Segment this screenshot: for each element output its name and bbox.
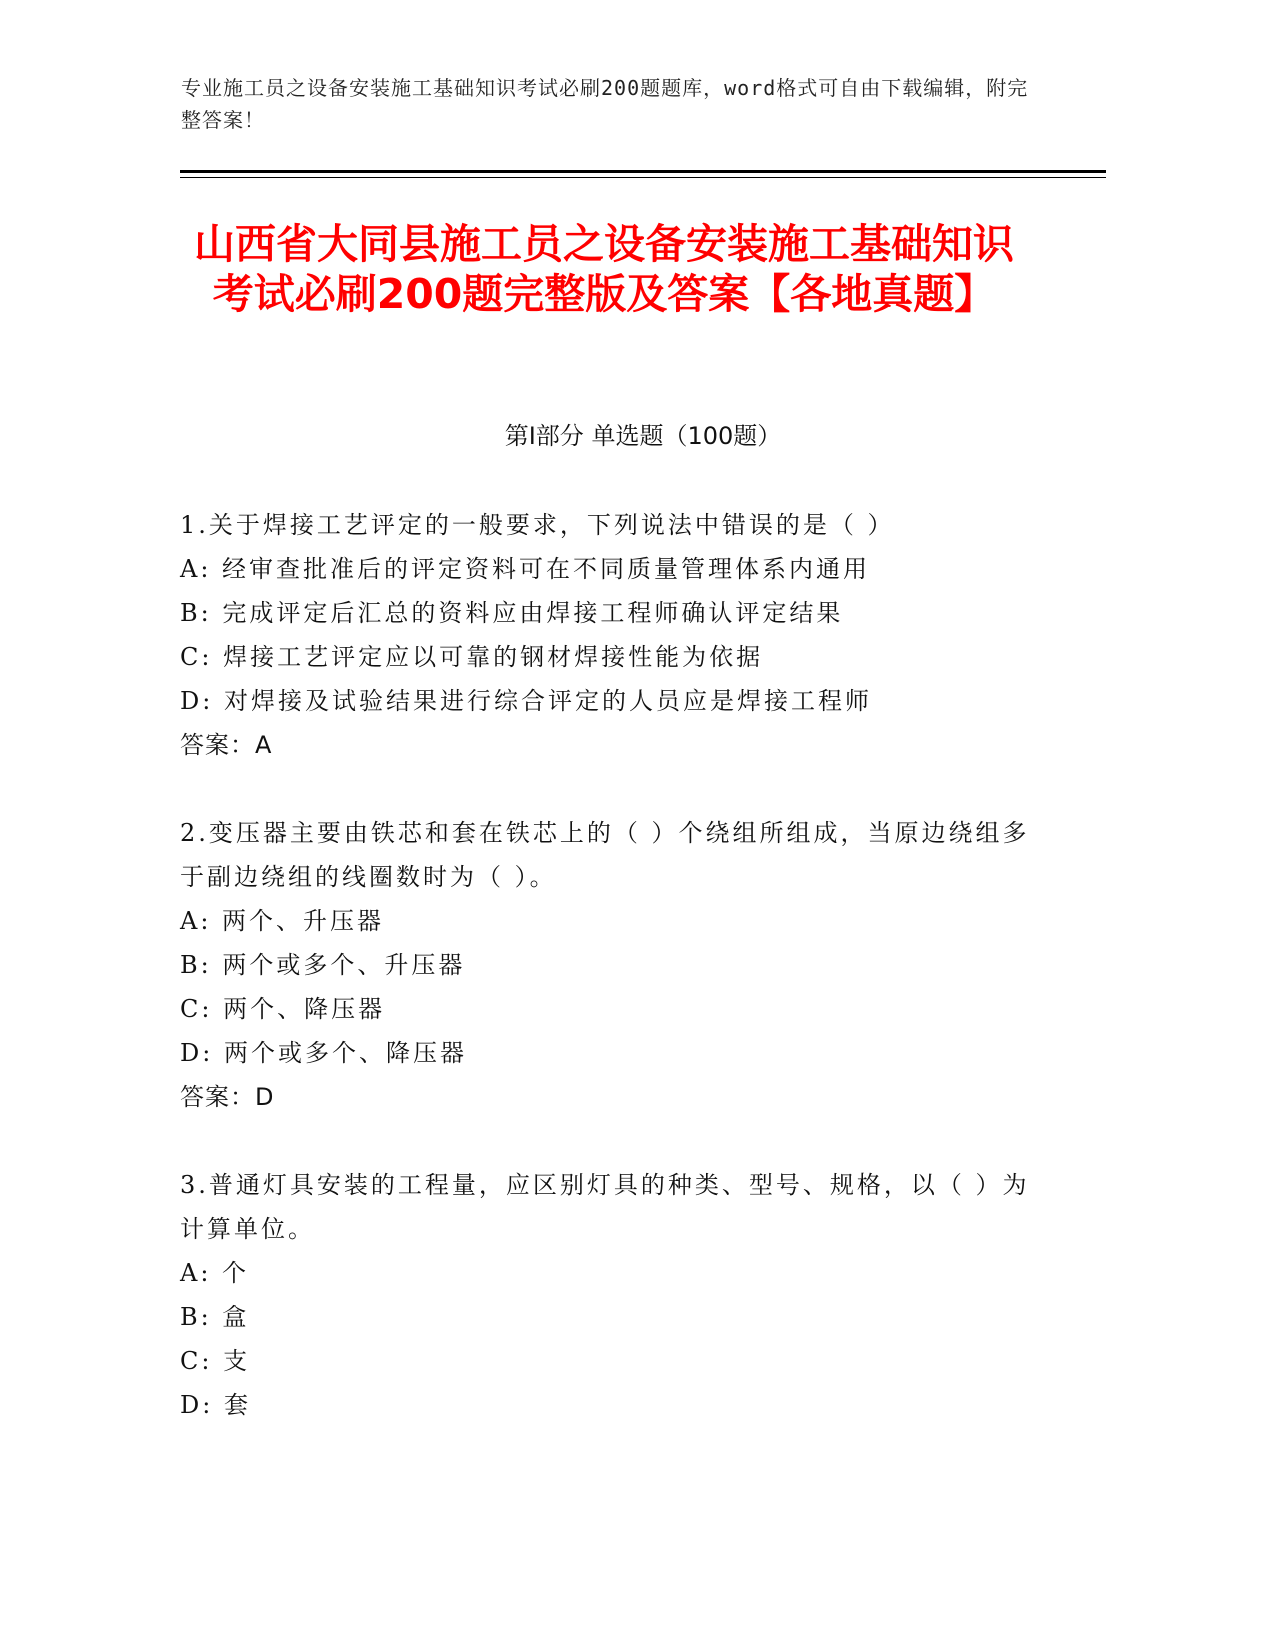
option-b: B: 完成评定后汇总的资料应由焊接工程师确认评定结果 (180, 599, 844, 627)
option-c: C: 支 (180, 1347, 251, 1375)
option-b: B: 盒 (180, 1303, 250, 1331)
header-note: 专业施工员之设备安装施工基础知识考试必刷200题题库，word格式可自由下载编辑，附完整答案！ (181, 76, 1029, 132)
question-list (180, 503, 1040, 1471)
question-3 (180, 1163, 1040, 1427)
option-a: A: 两个、升压器 (180, 907, 385, 935)
question-2 (180, 811, 1040, 1119)
header-rule-thick (180, 170, 1106, 173)
answer: 答案：A (180, 731, 273, 759)
option-c: C: 焊接工艺评定应以可靠的钢材焊接性能为依据 (180, 643, 764, 671)
option-d: D: 套 (180, 1391, 251, 1419)
question-stem: 3.普通灯具安装的工程量，应区别灯具的种类、型号、规格，以（ ）为计算单位。 (180, 1171, 1030, 1243)
question-1 (180, 503, 1040, 767)
option-d: D: 对焊接及试验结果进行综合评定的人员应是焊接工程师 (180, 687, 872, 715)
header-rule-thin (180, 177, 1106, 178)
question-stem: 1.关于焊接工艺评定的一般要求，下列说法中错误的是（ ） (180, 511, 895, 539)
option-a: A: 经审查批准后的评定资料可在不同质量管理体系内通用 (180, 555, 871, 583)
option-b: B: 两个或多个、升压器 (180, 951, 466, 979)
option-a: A: 个 (180, 1259, 250, 1287)
section-heading: 第I部分 单选题（100题） (504, 422, 782, 450)
option-d: D: 两个或多个、降压器 (180, 1039, 467, 1067)
question-stem: 2.变压器主要由铁芯和套在铁芯上的（ ）个绕组所组成，当原边绕组多于副边绕组的线圈数时为（ ）。 (180, 819, 1030, 891)
option-c: C: 两个、降压器 (180, 995, 386, 1023)
document-title: 山西省大同县施工员之设备安装施工基础知识考试必刷200题完整版及答案【各地真题】 (194, 220, 1014, 318)
answer: 答案：D (180, 1083, 275, 1111)
